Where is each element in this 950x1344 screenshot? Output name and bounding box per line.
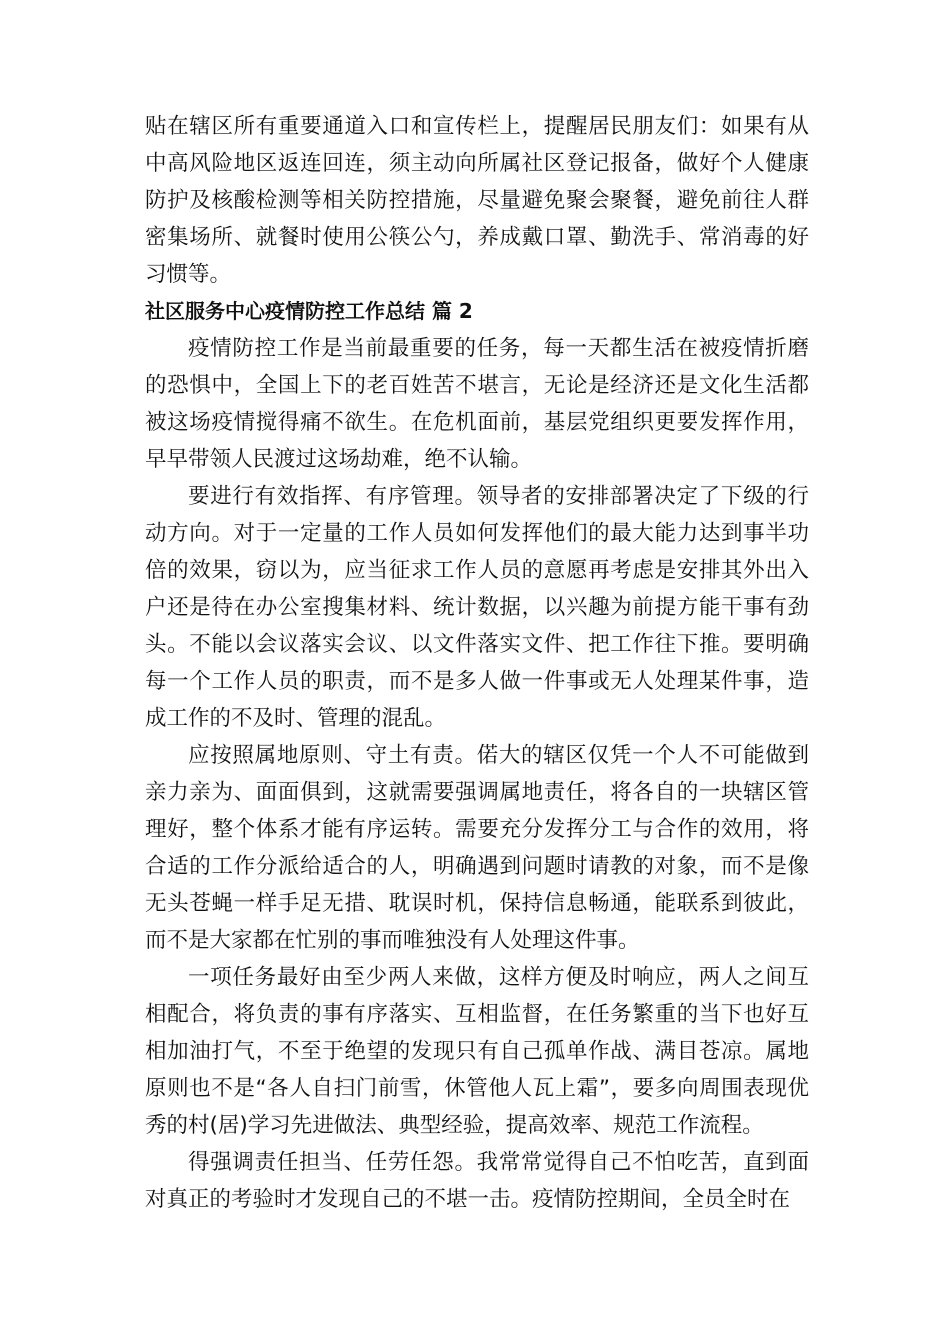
lead-paragraph: 贴在辖区所有重要通道入口和宣传栏上，提醒居民朋友们：如果有从中高风险地区返连回连，须主动向所属社区登记报备，做好个人健康防护及核酸检测等相关防控措施，尽量避免聚会聚餐，避免前往人群密集场所、就餐时使用公筷公勺，养成戴口罩、勤洗手、常消毒的好习惯等。 bbox=[145, 114, 809, 287]
body-paragraph-1: 疫情防控工作是当前最重要的任务，每一天都生活在被疫情折磨的恐惧中，全国上下的老百姓苦不堪言，无论是经济还是文化生活都被这场疫情搅得痛不欲生。在危机面前，基层党组织更要发挥作用，早早带领人民渡过这场劫难，绝不认输。 bbox=[145, 336, 809, 472]
document-page bbox=[145, 108, 809, 1218]
body-paragraph-3: 应按照属地原则、守土有责。偌大的辖区仅凭一个人不可能做到亲力亲为、面面俱到，这就需要强调属地责任，将各自的一块辖区管理好，整个体系才能有序运转。需要充分发挥分工与合作的效用，将合适的工作分派给适合的人，明确遇到问题时请教的对象，而不是像无头苍蝇一样手足无措、耽误时机，保持信息畅通，能联系到彼此，而不是大家都在忙别的事而唯独没有人处理这件事。 bbox=[145, 743, 809, 953]
body-paragraph-2: 要进行有效指挥、有序管理。领导者的安排部署决定了下级的行动方向。对于一定量的工作人员如何发挥他们的最大能力达到事半功倍的效果，窃以为，应当征求工作人员的意愿再考虑是安排其外出入户还是待在办公室搜集材料、统计数据，以兴趣为前提方能干事有劲头。不能以会议落实会议、以文件落实文件、把工作往下推。要明确每一个工作人员的职责，而不是多人做一件事或无人处理某件事，造成工作的不及时、管理的混乱。 bbox=[145, 484, 809, 731]
body-paragraph-5: 得强调责任担当、任劳任怨。我常常觉得自己不怕吃苦，直到面对真正的考验时才发现自己的不堪一击。疫情防控期间，全员全时在 bbox=[145, 1150, 809, 1212]
body-paragraph-4: 一项任务最好由至少两人来做，这样方便及时响应，两人之间互相配合，将负责的事有序落实、互相监督，在任务繁重的当下也好互相加油打气，不至于绝望的发现只有自己孤单作战、满目苍凉。属地原则也不是“各人自扫门前雪，休管他人瓦上霜”，要多向周围表现优秀的村(居)学习先进做法、典型经验，提高效率、规范工作流程。 bbox=[145, 965, 809, 1138]
section-heading: 社区服务中心疫情防控工作总结 篇 2 bbox=[145, 299, 473, 323]
